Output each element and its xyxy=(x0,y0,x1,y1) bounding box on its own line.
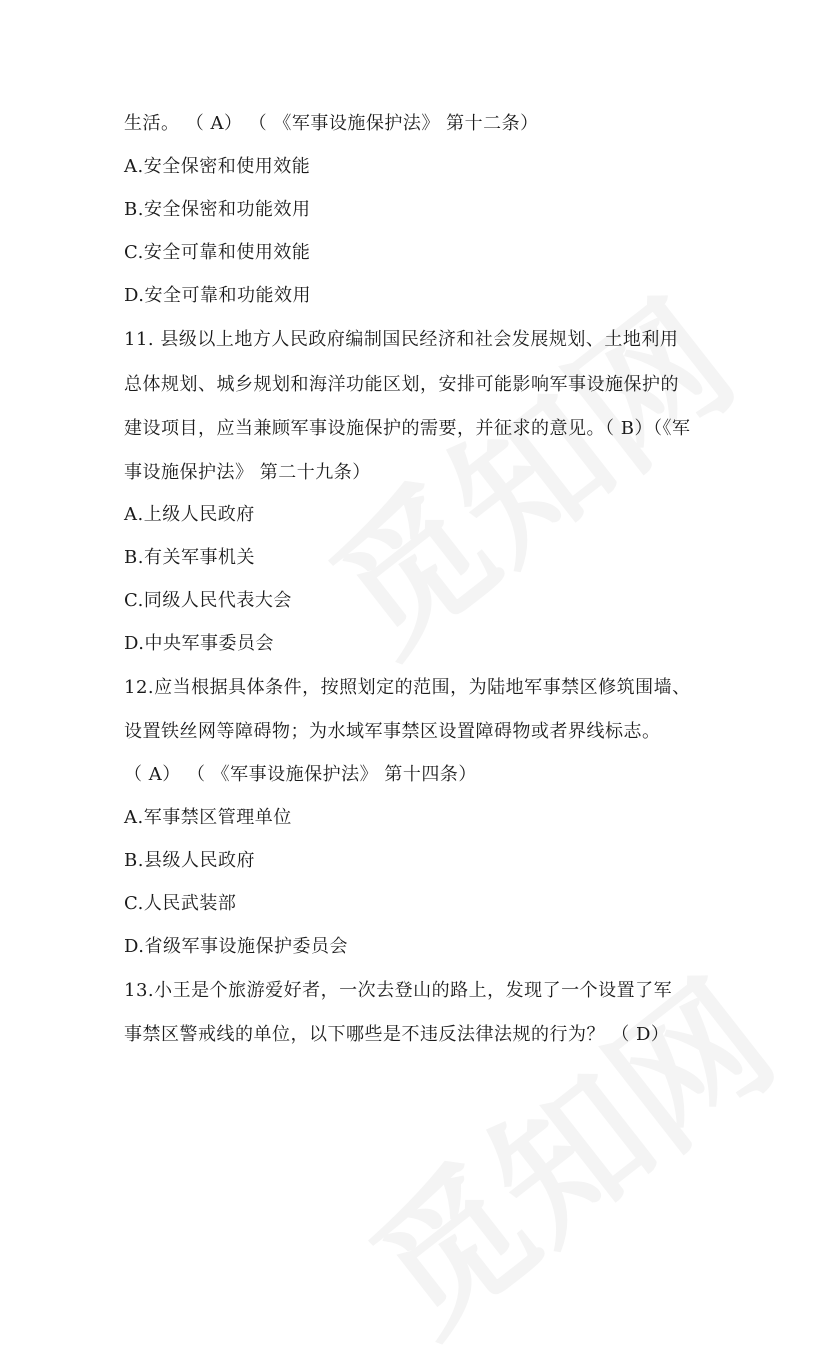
question-12-line: 12.应当根据具体条件，按照划定的范围，为陆地军事禁区修筑围墙、 xyxy=(124,677,691,698)
question-13-line: 事禁区警戒线的单位，以下哪些是不违反法律法规的行为？ （ D） xyxy=(124,1024,670,1045)
option-d: D.安全可靠和功能效用 xyxy=(124,285,312,306)
question-13-line: 13.小王是个旅游爱好者，一次去登山的路上，发现了一个设置了军 xyxy=(124,980,673,1001)
option-a: A.安全保密和使用效能 xyxy=(124,156,311,177)
question-11-line: 事设施保护法》 第二十九条） xyxy=(124,462,371,483)
option-a: A.上级人民政府 xyxy=(124,504,255,525)
option-c: C.同级人民代表大会 xyxy=(124,590,292,611)
option-b: B.安全保密和功能效用 xyxy=(124,199,311,220)
option-d: D.省级军事设施保护委员会 xyxy=(124,936,349,957)
option-a: A.军事禁区管理单位 xyxy=(124,807,292,828)
question-12-line: 设置铁丝网等障碍物；为水域军事禁区设置障碍物或者界线标志。 xyxy=(124,721,661,742)
option-b: B.县级人民政府 xyxy=(124,850,255,871)
option-d: D.中央军事委员会 xyxy=(124,633,275,654)
option-c: C.安全可靠和使用效能 xyxy=(124,242,311,263)
question-12-line: （ A） （ 《军事设施保护法》 第十四条） xyxy=(124,764,477,785)
option-c: C.人民武装部 xyxy=(124,893,237,914)
question-11-line: 11. 县级以上地方人民政府编制国民经济和社会发展规划、土地利用 xyxy=(124,329,679,350)
text-line: 生活。 （ A） （ 《军事设施保护法》 第十二条） xyxy=(124,113,539,134)
question-11-line: 总体规划、城乡规划和海洋功能区划，安排可能影响军事设施保护的 xyxy=(124,374,679,395)
question-11-line: 建设项目，应当兼顾军事设施保护的需要，并征求的意见。（ B）（《军 xyxy=(124,418,691,439)
option-b: B.有关军事机关 xyxy=(124,547,255,568)
